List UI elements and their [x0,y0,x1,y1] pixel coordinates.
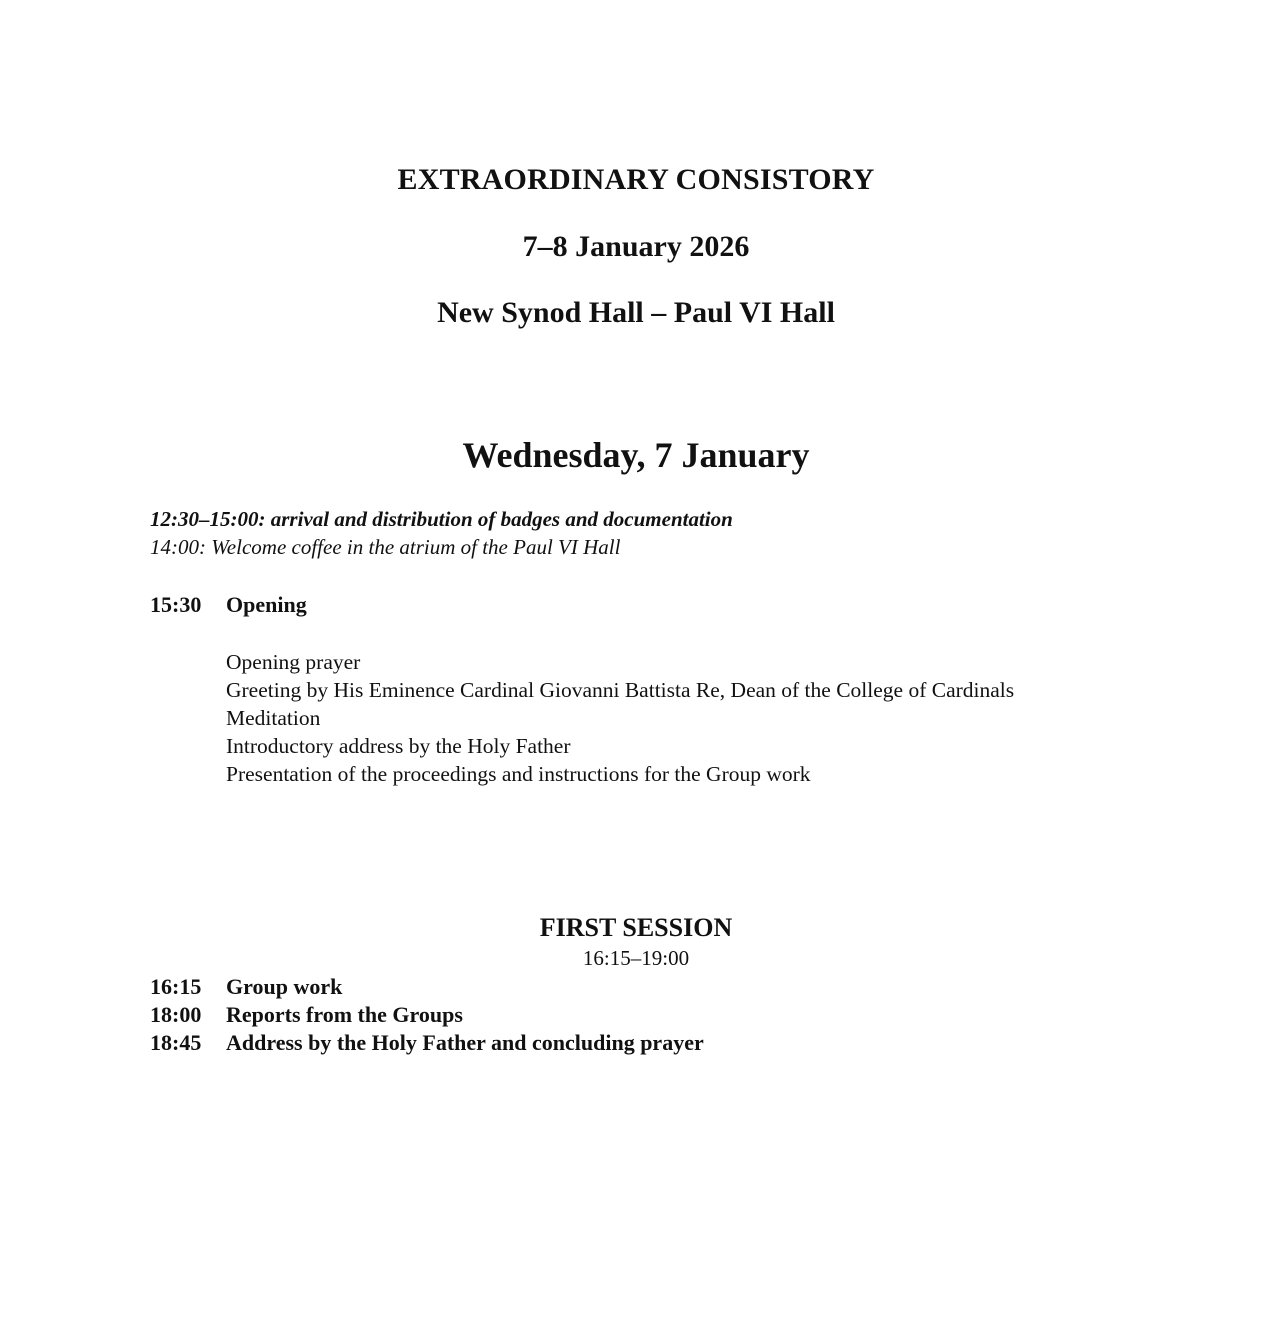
arrival-note: 12:30–15:00: arrival and distribution of badges and documentation [150,507,733,531]
schedule-row [150,974,342,1000]
schedule-label: Group work [226,974,343,999]
schedule-time: 18:45 [150,1030,202,1055]
schedule-row [150,1002,463,1028]
opening-label: Opening [226,592,307,617]
opening-item: Greeting by His Eminence Cardinal Giovanni Battista Re, Dean of the College of Cardinals [226,678,1015,702]
session-time-range: 16:15–19:00 [582,946,690,970]
opening-item: Opening prayer [226,650,361,674]
day-heading: Wednesday, 7 January [462,435,810,475]
document-title: EXTRAORDINARY CONSISTORY [397,163,875,196]
coffee-note: 14:00: Welcome coffee in the atrium of the Paul VI Hall [150,535,621,559]
event-dates: 7–8 January 2026 [522,230,750,263]
schedule-label: Address by the Holy Father and concluding prayer [226,1030,704,1055]
opening-item: Presentation of the proceedings and instructions for the Group work [226,762,811,786]
session-title: FIRST SESSION [539,913,733,942]
opening-item: Introductory address by the Holy Father [226,734,571,758]
opening-row [150,592,307,618]
event-venue: New Synod Hall – Paul VI Hall [437,296,835,329]
schedule-time: 16:15 [150,974,202,999]
opening-item: Meditation [226,706,321,730]
schedule-time: 18:00 [150,1002,202,1027]
schedule-row [150,1030,704,1056]
opening-time: 15:30 [150,592,202,617]
schedule-label: Reports from the Groups [226,1002,463,1027]
